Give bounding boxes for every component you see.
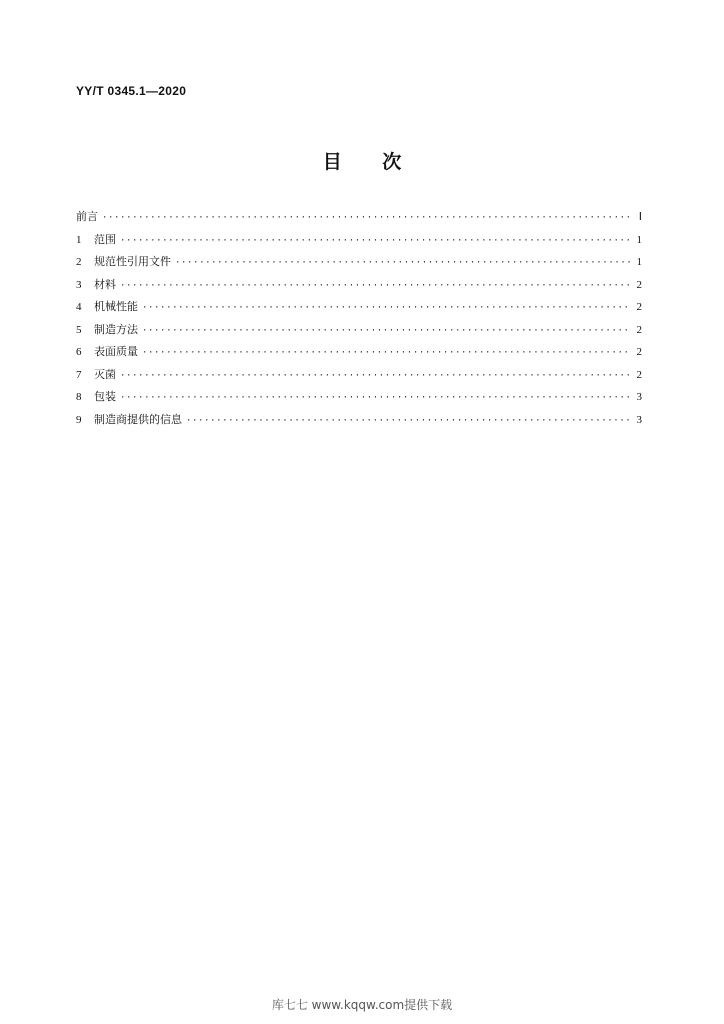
toc-entry-number: 1 <box>76 233 82 246</box>
toc-entry-2[interactable] <box>76 251 642 274</box>
toc-entry-page: 2 <box>636 368 642 381</box>
toc-dot-leader <box>120 387 630 410</box>
download-watermark: 库七七 www.kqqw.com提供下载 <box>271 998 453 1012</box>
toc-entry-page: 3 <box>636 413 642 426</box>
toc-entry-3[interactable] <box>76 274 642 297</box>
toc-entry-number: 6 <box>76 346 82 358</box>
toc-entry-page: 1 <box>636 256 642 268</box>
toc-entry-number: 8 <box>76 391 82 403</box>
toc-entry-7[interactable] <box>76 364 642 387</box>
toc-entry-preface[interactable] <box>76 206 642 229</box>
toc-entry-number: 9 <box>76 413 82 426</box>
toc-dot-leader <box>120 230 630 253</box>
toc-entry-label: 前言 <box>76 210 98 223</box>
toc-list <box>76 206 642 431</box>
toc-entry-number: 4 <box>76 301 82 313</box>
standard-code: YY/T 0345.1—2020 <box>76 84 187 98</box>
toc-entry-5[interactable] <box>76 319 642 342</box>
toc-title: 目 次 <box>322 151 402 173</box>
toc-entry-page: 2 <box>636 323 642 336</box>
toc-entry-label: 规范性引用文件 <box>94 255 171 268</box>
toc-entry-page: 1 <box>636 233 642 246</box>
toc-entry-label: 表面质量 <box>94 345 138 358</box>
toc-entry-6[interactable] <box>76 341 642 364</box>
toc-entry-4[interactable] <box>76 296 642 319</box>
toc-entry-number: 5 <box>76 323 82 336</box>
toc-entry-label: 制造方法 <box>94 322 138 336</box>
toc-entry-label: 灭菌 <box>94 367 116 381</box>
toc-dot-leader <box>120 365 630 388</box>
toc-entry-page: 3 <box>636 391 642 403</box>
toc-entry-page: 2 <box>636 301 642 313</box>
toc-entry-page: Ⅰ <box>638 211 642 223</box>
toc-entry-label: 材料 <box>94 277 116 291</box>
toc-entry-8[interactable] <box>76 386 642 409</box>
toc-entry-label: 范围 <box>94 232 116 246</box>
toc-entry-1[interactable] <box>76 229 642 252</box>
toc-dot-leader <box>186 410 630 433</box>
toc-entry-page: 2 <box>636 346 642 358</box>
toc-entry-9[interactable] <box>76 409 642 432</box>
toc-entry-number: 2 <box>76 256 82 268</box>
toc-entry-label: 包装 <box>94 390 116 403</box>
toc-dot-leader <box>102 207 630 230</box>
toc-entry-page: 2 <box>636 278 642 291</box>
toc-dot-leader <box>142 342 630 365</box>
toc-entry-label: 机械性能 <box>94 300 138 313</box>
toc-dot-leader <box>175 252 630 275</box>
toc-dot-leader <box>120 275 630 298</box>
toc-entry-label: 制造商提供的信息 <box>94 412 182 426</box>
toc-dot-leader <box>142 320 630 343</box>
toc-dot-leader <box>142 297 630 320</box>
toc-entry-number: 7 <box>76 368 82 381</box>
toc-entry-number: 3 <box>76 278 82 291</box>
